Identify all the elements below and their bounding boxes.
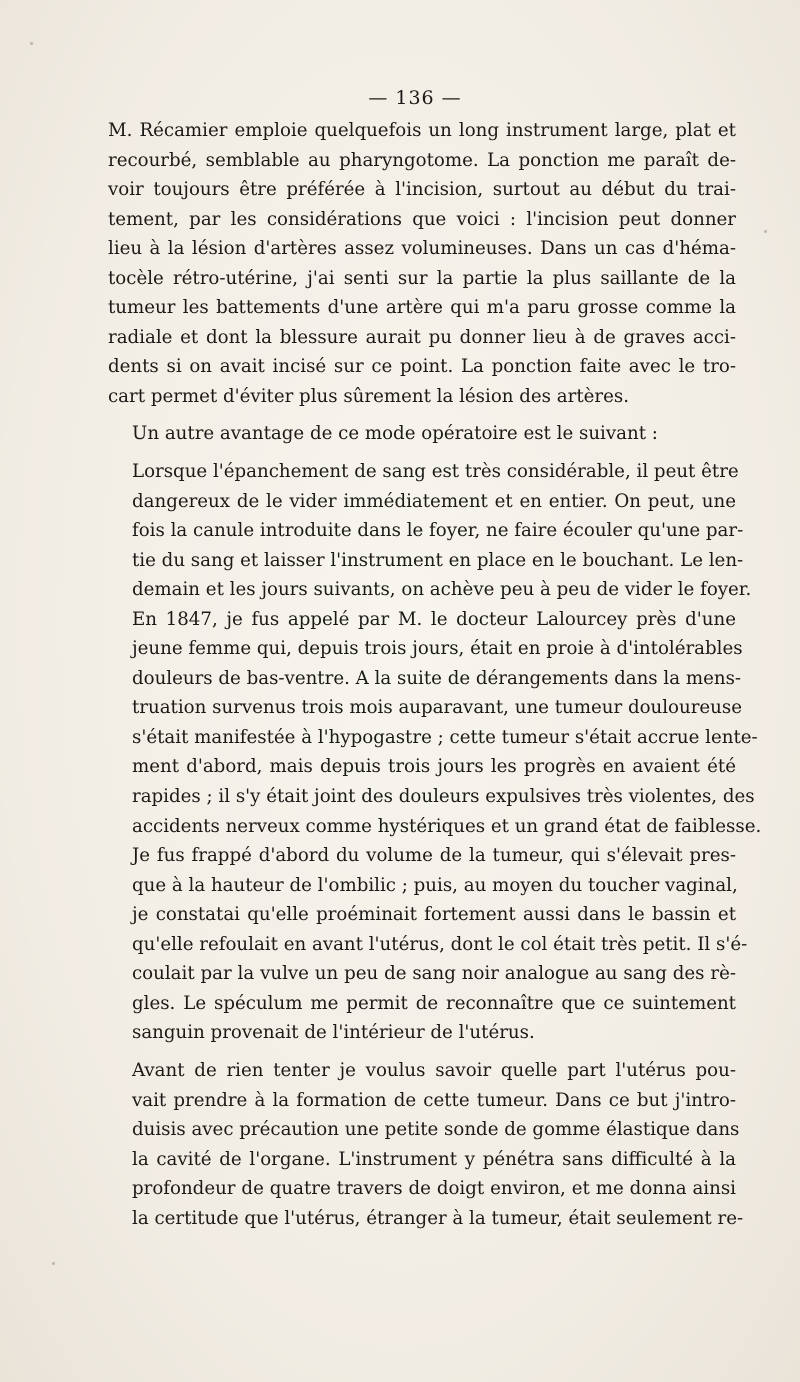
text-line: En 1847, je fus appelé par M. le docteur Lalourcey près d'une [132, 608, 736, 630]
text-line: sanguin provenait de l'intérieur de l'utérus. [132, 1022, 535, 1044]
text-line: Un autre avantage de ce mode opératoire est le suivant : [132, 423, 658, 445]
text-line: tie du sang et laisser l'instrument en place en le bouchant. Le len- [132, 549, 744, 571]
text-line: truation survenus trois mois auparavant, une tumeur douloureuse [132, 697, 742, 719]
text-line: voir toujours être préférée à l'incision, surtout au début du trai- [108, 179, 736, 201]
text-line: demain et les jours suivants, on achève peu à peu de vider le foyer. [132, 579, 752, 601]
text-line: Avant de rien tenter je voulus savoir quelle part l'utérus pou- [132, 1059, 736, 1081]
page-number: — 136 — [368, 87, 462, 109]
text-line: Lorsque l'épanchement de sang est très considérable, il peut être [132, 461, 739, 483]
text-line: qu'elle refoulait en avant l'utérus, dont le col était très petit. Il s'é- [132, 933, 748, 955]
text-line: cart permet d'éviter plus sûrement la lésion des artères. [108, 385, 629, 407]
text-line: coulait par la vulve un peu de sang noir analogue au sang des rè- [132, 963, 736, 985]
paragraph [108, 457, 762, 1048]
text-line: tocèle rétro-utérine, j'ai senti sur la partie la plus saillante de la [108, 267, 736, 289]
text-line: accidents nerveux comme hystériques et un grand état de faiblesse. [132, 815, 762, 837]
text-line: tumeur les battements d'une artère qui m'a paru grosse comme la [108, 297, 736, 319]
paragraph [108, 116, 736, 411]
text-line: duisis avec précaution une petite sonde de gomme élastique dans [132, 1119, 740, 1141]
text-line: s'était manifestée à l'hypogastre ; cette tumeur s'était accrue lente- [132, 726, 758, 748]
paper-speck [52, 1262, 55, 1265]
text-line: la certitude que l'utérus, étranger à la tumeur, était seulement re- [132, 1207, 744, 1229]
text-line: dents si on avait incisé sur ce point. La ponction faite avec le tro- [108, 356, 736, 378]
text-line: profondeur de quatre travers de doigt environ, et me donna ainsi [132, 1178, 736, 1200]
paragraph [108, 1056, 744, 1233]
text-line: douleurs de bas-ventre. A la suite de dérangements dans la mens- [132, 667, 742, 689]
text-line: lieu à la lésion d'artères assez volumineuses. Dans un cas d'héma- [108, 238, 736, 260]
text-line: ment d'abord, mais depuis trois jours les progrès en avaient été [132, 756, 736, 778]
text-line: dangereux de le vider immédiatement et en entier. On peut, une [132, 490, 736, 512]
text-line: fois la canule introduite dans le foyer, ne faire écouler qu'une par- [132, 520, 744, 542]
paper-speck [30, 42, 33, 45]
text-line: recourbé, semblable au pharyngotome. La ponction me paraît de- [108, 149, 736, 171]
text-line: la cavité de l'organe. L'instrument y pénétra sans difficulté à la [132, 1148, 736, 1170]
text-line: je constatai qu'elle proéminait fortement aussi dans le bassin et [132, 904, 736, 926]
paragraph [108, 419, 736, 449]
paper-speck [764, 230, 767, 233]
text-line: gles. Le spéculum me permit de reconnaître que ce suintement [132, 992, 736, 1014]
body-text [108, 116, 762, 1233]
text-line: que à la hauteur de l'ombilic ; puis, au moyen du toucher vaginal, [132, 874, 738, 896]
text-line: M. Récamier emploie quelquefois un long instrument large, plat et [108, 120, 736, 141]
text-line: Je fus frappé d'abord du volume de la tumeur, qui s'élevait pres- [132, 845, 736, 867]
text-line: rapides ; il s'y était joint des douleurs expulsives très violentes, des [132, 786, 755, 808]
text-line: vait prendre à la formation de cette tumeur. Dans ce but j'intro- [132, 1089, 736, 1111]
text-line: radiale et dont la blessure aurait pu donner lieu à de graves acci- [108, 326, 736, 348]
text-line: jeune femme qui, depuis trois jours, était en proie à d'intolérables [132, 638, 743, 660]
text-line: tement, par les considérations que voici : l'incision peut donner [108, 208, 736, 230]
